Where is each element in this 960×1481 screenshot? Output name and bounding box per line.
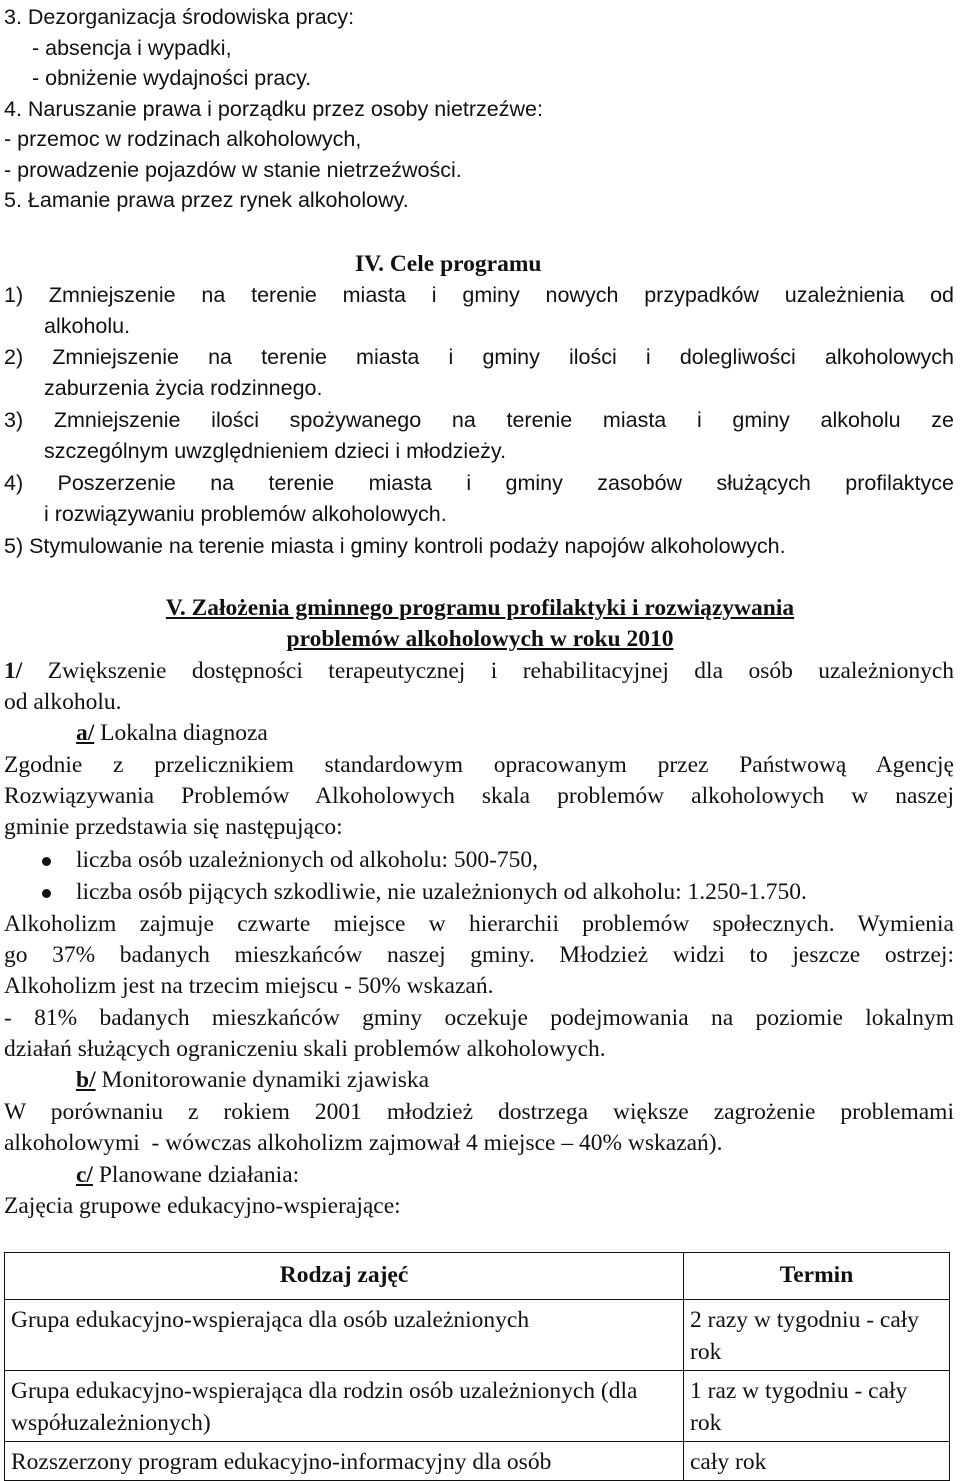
list-item-3a: - absencja i wypadki,	[26, 36, 232, 60]
point-1-marker: 1/	[4, 658, 23, 684]
bullet-dot-icon	[42, 857, 51, 866]
diagnosis-p2-line-1: Alkoholizm zajmuje czwarte miejsce w hierarchii problemów społecznych. Wymienia	[4, 911, 954, 937]
diagnosis-p1-line-2: Rozwiązywania Problemów Alkoholowych skala problemów alkoholowych w naszej	[4, 783, 954, 809]
subsection-c-label: Planowane działania:	[92, 1162, 300, 1188]
subsection-b-title	[76, 1069, 429, 1093]
table-cell: Grupa edukacyjno-wspierająca dla rodzin osób uzależnionych (dla współuzależnionych)	[5, 1371, 684, 1442]
monitoring-line-1: W porównaniu z rokiem 2001 młodzież dostrzega większe zagrożenie problemami	[4, 1099, 954, 1125]
subsection-c-marker: c/	[76, 1162, 93, 1188]
point-1-line-2: od alkoholu.	[4, 689, 122, 715]
section-v-heading-line-2: problemów alkoholowych w roku 2010	[286, 626, 674, 652]
table-cell: 1 raz w tygodniu - cały rok	[684, 1371, 950, 1442]
diagnosis-p1-line-3: gminie przedstawia się następująco:	[4, 814, 343, 840]
table-header-row	[5, 1253, 950, 1300]
bullet-item-2: liczba osób pijących szkodliwie, nie uzależnionych od alkoholu: 1.250-1.750.	[76, 879, 807, 905]
goal-5: 5) Stymulowanie na terenie miasta i gminy kontroli podaży napojów alkoholowych.	[4, 534, 786, 558]
point-1-text: Zwiększenie dostępności terapeutycznej i rehabilitacyjnej dla osób uzależnionych	[22, 658, 954, 684]
goal-4-line-1: 4) Poszerzenie na terenie miasta i gminy zasobów służących profilaktyce	[4, 471, 954, 495]
table-row	[5, 1371, 950, 1442]
goal-1-line-2: alkoholu.	[44, 314, 131, 338]
subsection-a-label: Lokalna diagnoza	[94, 720, 268, 746]
subsection-a-marker: a/	[76, 720, 95, 746]
table-cell: cały rok	[684, 1442, 950, 1481]
goal-1-line-1: 1) Zmniejszenie na terenie miasta i gminy nowych przypadków uzależnienia od	[4, 283, 954, 307]
activities-intro: Zajęcia grupowe edukacyjno-wspierające:	[4, 1193, 401, 1219]
table-cell: Grupa edukacyjno-wspierająca dla osób uzależnionych	[5, 1300, 684, 1371]
diagnosis-p3-line-2: działań służących ograniczeniu skali problemów alkoholowych.	[4, 1036, 606, 1062]
subsection-c-title	[76, 1164, 299, 1188]
list-item-4b: - prowadzenie pojazdów w stanie nietrzeźwości.	[4, 158, 462, 182]
diagnosis-p3-line-1: - 81% badanych mieszkańców gminy oczekuje podejmowania na poziomie lokalnym	[4, 1005, 954, 1031]
table-row	[5, 1300, 950, 1371]
section-iv-heading: IV. Cele programu	[355, 251, 542, 277]
table-cell: 2 razy w tygodniu - cały rok	[684, 1300, 950, 1371]
bullet-dot-icon	[42, 889, 51, 898]
subsection-b-label: Monitorowanie dynamiki zjawiska	[95, 1067, 430, 1093]
section-v-heading-line-1: V. Założenia gminnego programu profilaktyki i rozwiązywania	[165, 595, 795, 621]
goal-3-line-1: 3) Zmniejszenie ilości spożywanego na terenie miasta i gminy alkoholu ze	[4, 408, 954, 432]
diagnosis-p2-line-2: go 37% badanych mieszkańców naszej gminy. Młodzież widzi to jeszcze ostrzej:	[4, 942, 954, 968]
goal-2-line-1: 2) Zmniejszenie na terenie miasta i gminy ilości i dolegliwości alkoholowych	[4, 345, 954, 369]
list-item-4: 4. Naruszanie prawa i porządku przez osoby nietrzeźwe:	[4, 97, 543, 121]
point-1-line-1	[4, 660, 954, 684]
goal-4-line-2: i rozwiązywaniu problemów alkoholowych.	[44, 502, 447, 526]
subsection-a-title	[76, 722, 268, 746]
bullet-item-1: liczba osób uzależnionych od alkoholu: 500-750,	[76, 847, 539, 873]
goal-3-line-2: szczególnym uwzględnieniem dzieci i młodzieży.	[44, 439, 507, 463]
goal-2-line-2: zaburzenia życia rodzinnego.	[44, 376, 323, 400]
table-cell: Rozszerzony program edukacyjno-informacyjny dla osób	[5, 1442, 684, 1481]
activities-table	[4, 1252, 950, 1481]
list-item-3b: - obniżenie wydajności pracy.	[26, 66, 312, 90]
subsection-b-marker: b/	[76, 1067, 96, 1093]
table-header-cell: Termin	[684, 1253, 950, 1300]
monitoring-line-2: alkoholowymi - wówczas alkoholizm zajmował 4 miejsce – 40% wskazań).	[4, 1130, 723, 1156]
list-item-5: 5. Łamanie prawa przez rynek alkoholowy.	[4, 188, 409, 212]
diagnosis-p1-line-1: Zgodnie z przelicznikiem standardowym opracowanym przez Państwową Agencję	[4, 752, 954, 778]
list-item-4a: - przemoc w rodzinach alkoholowych,	[4, 127, 362, 151]
list-item-3: 3. Dezorganizacja środowiska pracy:	[4, 5, 355, 29]
table-row	[5, 1442, 950, 1481]
table-header-cell: Rodzaj zajęć	[5, 1253, 684, 1300]
diagnosis-p2-line-3: Alkoholizm jest na trzecim miejscu - 50% wskazań.	[4, 973, 494, 999]
